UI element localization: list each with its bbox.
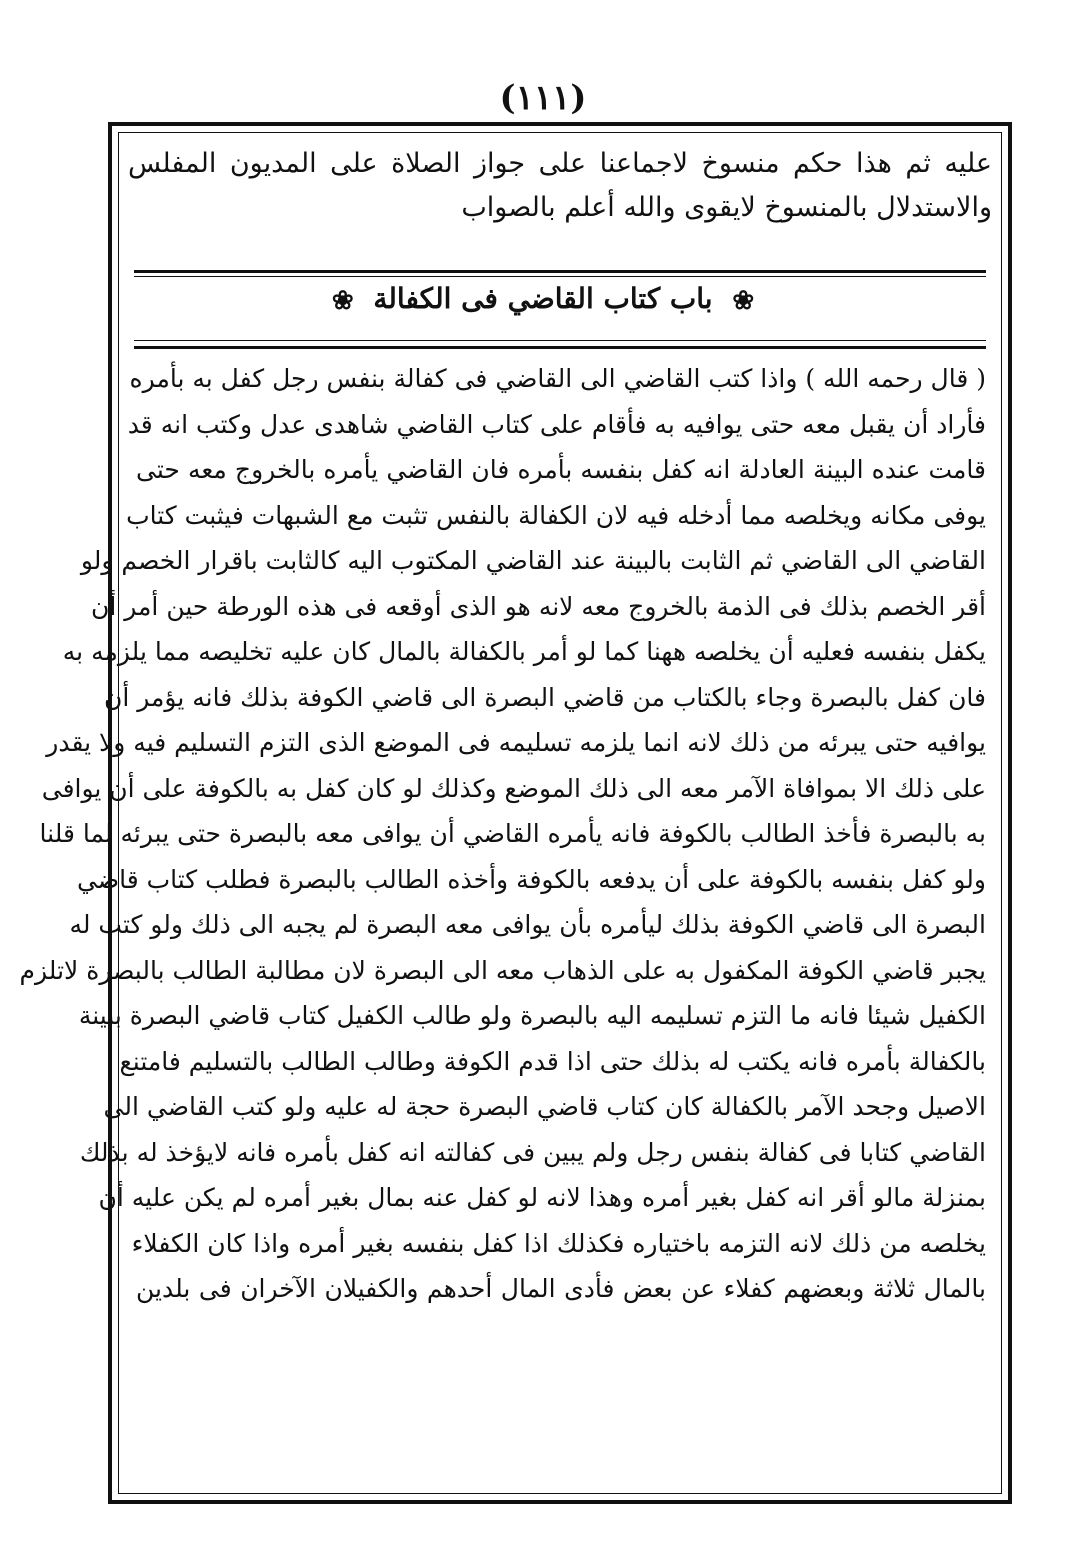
text-line: يكفل بنفسه فعليه أن يخلصه ههنا كما لو أمر بالكفالة بالمال كان عليه تخليصه مما يلزمه به bbox=[62, 637, 986, 666]
text-line: القاضي الى القاضي ثم الثابت بالبينة عند القاضي المكتوب اليه كالثابت باقرار الخصم ولو bbox=[80, 546, 986, 575]
page-number: (١١١) bbox=[499, 78, 587, 118]
divider-bottom-thin bbox=[134, 340, 986, 341]
text-line: الكفيل شيئا فانه ما التزم تسليمه اليه بالبصرة ولو طالب الكفيل كتاب قاضي البصرة ببينة bbox=[78, 1001, 986, 1030]
flourish-icon: ❀ bbox=[331, 285, 354, 316]
intro-paragraph: عليه ثم هذا حكم منسوخ لاجماعنا على جواز الصلاة على المديون المفلس والاستدلال بالمنسوخ لايقوى والله أعلم بالصواب bbox=[128, 148, 992, 223]
text-line: بالمال ثلاثة وبعضهم كفلاء عن بعض فأدى المال أحدهم والكفيلان الآخران فى بلدين bbox=[136, 1274, 986, 1303]
text-line: الاصيل وجحد الآمر بالكفالة كان كتاب قاضي البصرة حجة له عليه ولو كتب القاضي الى bbox=[103, 1092, 986, 1121]
text-line: فأراد أن يقبل معه حتى يوافيه به فأقام على كتاب القاضي شاهدى عدل وكتب انه قد bbox=[127, 409, 986, 439]
text-line: البصرة الى قاضي الكوفة بذلك ليأمره بأن يوافى معه البصرة لم يجبه الى ذلك ولو كتب له bbox=[69, 910, 986, 939]
text-line: بالكفالة بأمره فانه يكتب له بذلك حتى اذا قدم الكوفة وطالب الطالب بالتسليم فامتنع bbox=[119, 1046, 986, 1076]
text-line: به بالبصرة فأخذ الطالب بالكوفة فانه يأمره القاضي أن يوافى معه بالبصرة حتى يبرئه لما قلنا bbox=[39, 819, 986, 848]
divider-top-thick bbox=[134, 270, 986, 273]
flourish-icon: ❀ bbox=[732, 285, 755, 316]
text-line: يجبر قاضي الكوفة المكفول به على الذهاب معه الى البصرة لان مطالبة الطالب بالبصرة لاتلزم bbox=[19, 955, 986, 985]
text-line: على ذلك الا بموافاة الآمر معه الى ذلك الموضع وكذلك لو كان كفل به بالكوفة على أن يوافى bbox=[41, 773, 986, 803]
text-line: يخلصه من ذلك لانه التزمه باختياره فكذلك اذا كفل بنفسه بغير أمره واذا كان الكفلاء bbox=[131, 1228, 986, 1258]
text-line: أقر الخصم بذلك فى الذمة بالخروج معه لانه هو الذى أوقعه فى هذه الورطة حين أمر أن bbox=[91, 591, 986, 621]
text-line: ( قال رحمه الله ) واذا كتب القاضي الى القاضي فى كفالة بنفس رجل كفل به بأمره bbox=[129, 364, 986, 393]
divider-bottom-thick bbox=[134, 346, 986, 349]
text-line: ولو كفل بنفسه بالكوفة على أن يدفعه بالكوفة وأخذه الطالب بالبصرة فطلب كتاب قاضي bbox=[77, 864, 986, 894]
text-line: يوافيه حتى يبرئه من ذلك لانه انما يلزمه تسليمه فى الموضع الذى التزم التسليم فيه ولا يقدر bbox=[46, 728, 986, 757]
text-line: قامت عنده البينة العادلة انه كفل بنفسه بأمره فان القاضي يأمره بالخروج معه حتى bbox=[136, 455, 986, 484]
section-title: باب كتاب القاضي فى الكفالة bbox=[373, 282, 713, 315]
text-line: بمنزلة مالو أقر انه كفل بغير أمره وهذا لانه لو كفل عنه بمال بغير أمره لم يكن عليه أن bbox=[98, 1183, 986, 1212]
section-heading bbox=[0, 282, 1086, 316]
text-line: يوفى مكانه ويخلصه مما أدخله فيه لان الكفالة بالنفس تثبت مع الشبهات فيثبت كتاب bbox=[126, 500, 986, 530]
body-text bbox=[19, 356, 986, 1312]
text-line: القاضي كتابا فى كفالة بنفس رجل ولم يبين فى كفالته انه كفل بأمره فانه لايؤخذ له بذلك bbox=[79, 1137, 986, 1167]
divider-top-thin bbox=[134, 276, 986, 277]
text-line: فان كفل بالبصرة وجاء بالكتاب من قاضي البصرة الى قاضي الكوفة بذلك فانه يؤمر أن bbox=[103, 682, 986, 712]
